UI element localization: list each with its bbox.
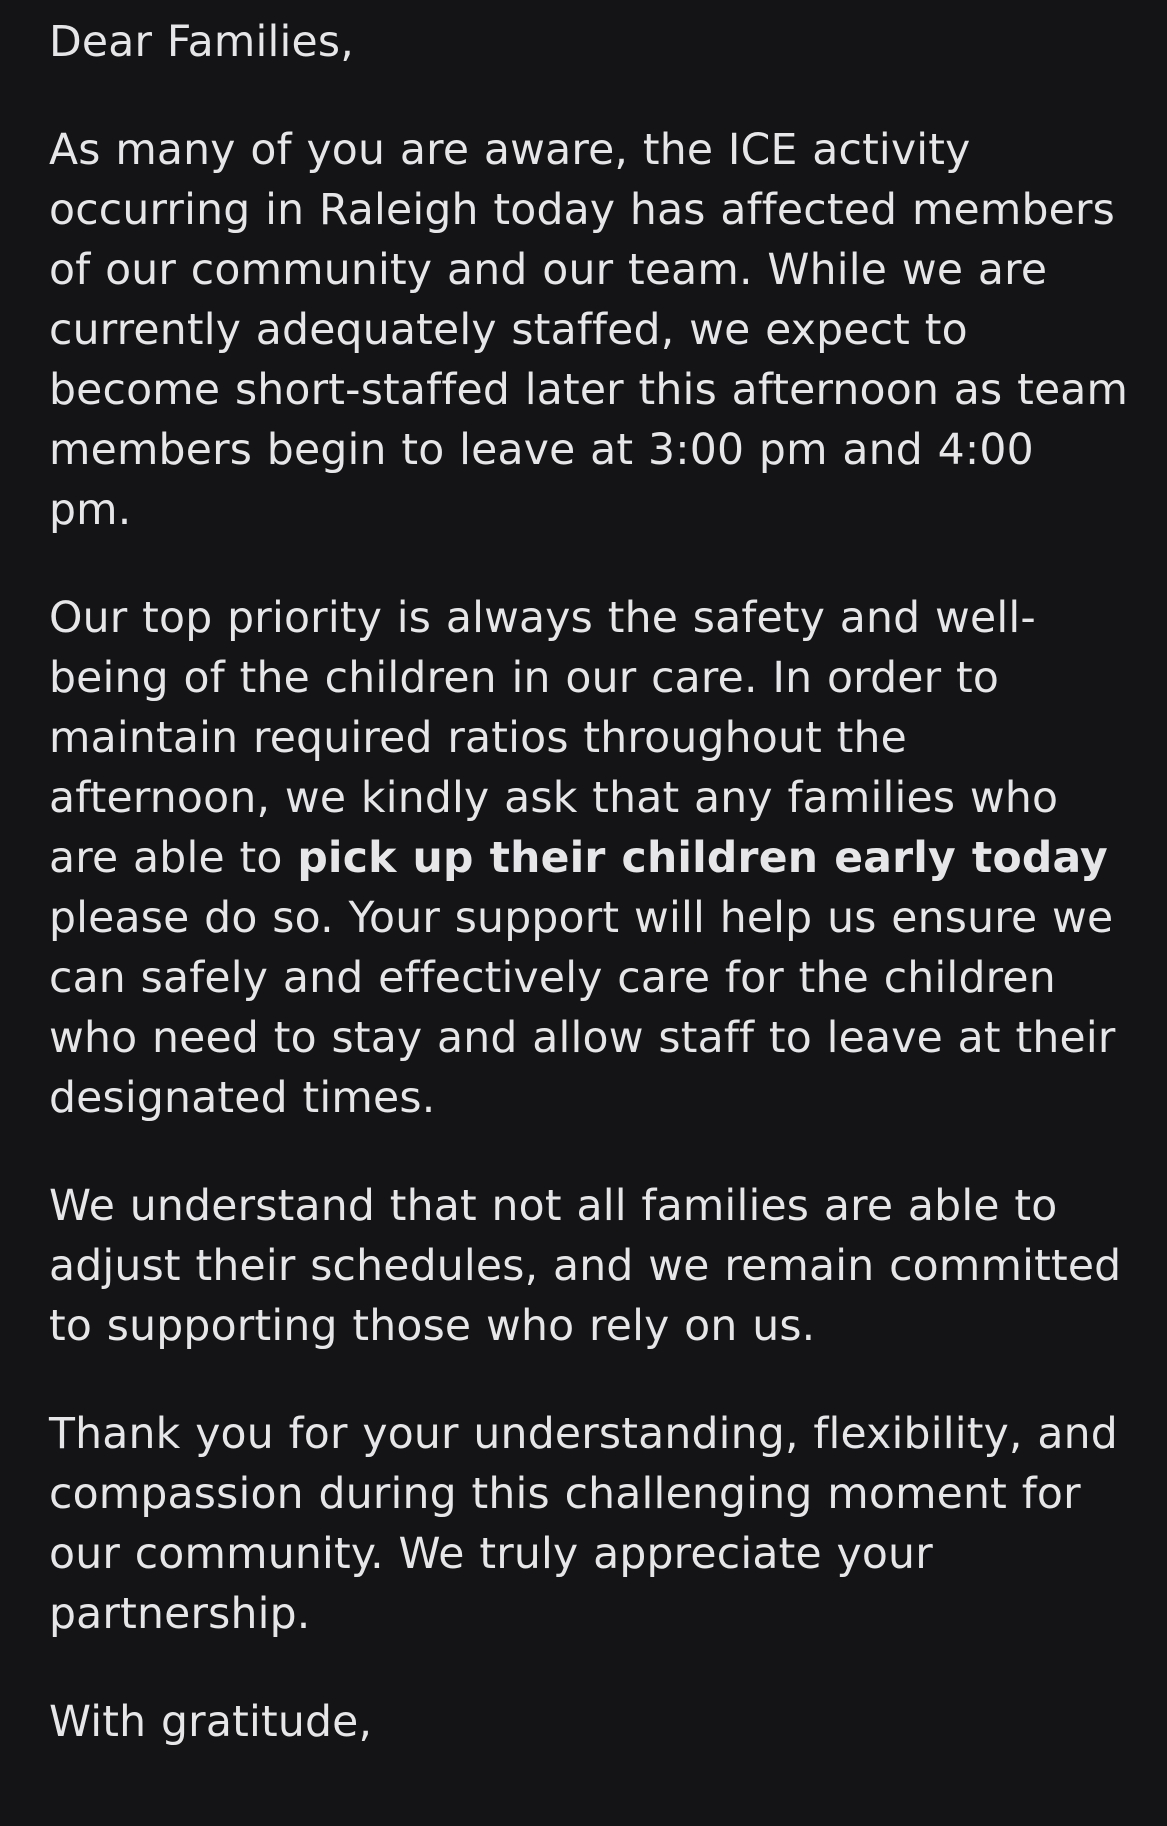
paragraph-early-pickup-tail: please do so. Your support will help us ensure we can safely and effectively care for the children who need to stay and allow staff to leave at their designated times. [49,894,1116,1123]
paragraph-thanks: Thank you for your understanding, flexibility, and compassion during this challenging moment for our community. We truly appreciate your partnership. [49,1410,1118,1639]
closing: With gratitude, [49,1698,373,1747]
paragraph-staffing: As many of you are aware, the ICE activity occurring in Raleigh today has affected members of our community and our team. While we are currently adequately staffed, we expect to become short-staffed later this afternoon as team members begin to leave at 3:00 pm and 4:00 pm. [49,126,1129,535]
early-pickup-emphasis: pick up their children early today [297,834,1108,883]
message-body [49,0,1129,1753]
greeting: Dear Families, [49,18,354,67]
paragraph-early-pickup-lead: Our top priority is always the safety and well-being of the children in our care. In order to maintain required ratios throughout the afternoon, we kindly ask that any families who are able to [49,594,1059,883]
paragraph-commitment: We understand that not all families are able to adjust their schedules, and we remain committed to supporting those who rely on us. [49,1182,1122,1351]
paragraph-early-pickup [49,589,1129,1129]
